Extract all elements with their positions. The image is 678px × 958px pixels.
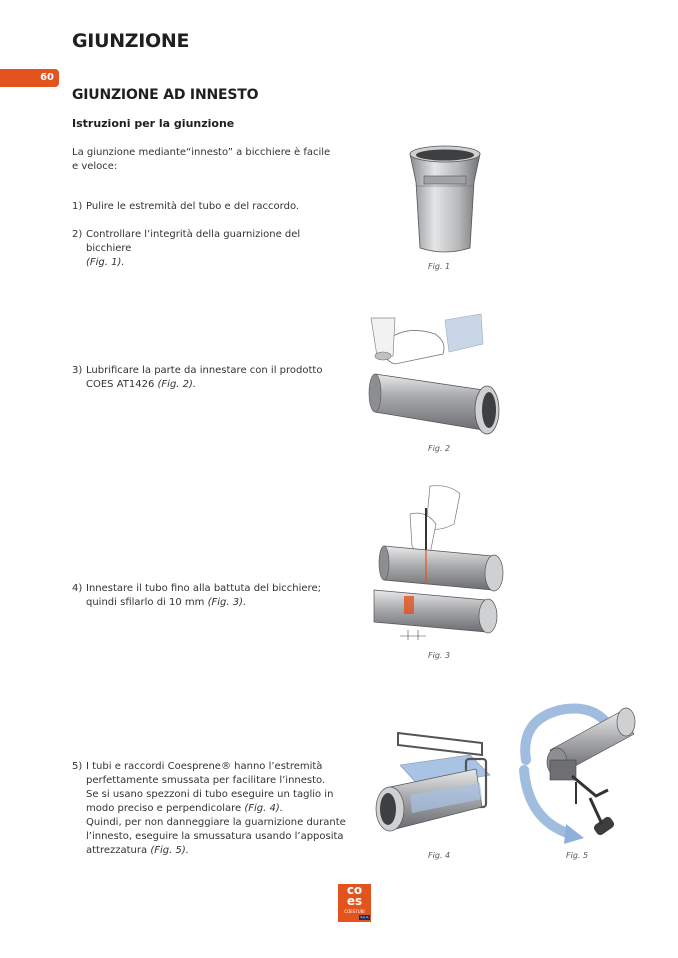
- logo-line2: es: [346, 894, 363, 908]
- step-text: Controllare l’integrità della guarnizione del bicchiere: [86, 229, 301, 254]
- step-line: perfettamente smussata per facilitare l’innesto.: [86, 775, 326, 786]
- figure-3-insertion-illustration: [370, 484, 510, 644]
- step-line: I tubi e raccordi Coesprene® hanno l’estremità: [86, 761, 323, 772]
- intro-paragraph: La giunzione mediante“innesto” a bicchiere è facile e veloce:: [72, 147, 331, 172]
- step-number: 2): [72, 229, 83, 240]
- logo-tagline: COESTUBI: [344, 909, 365, 914]
- figure-5-caption: Fig. 5: [566, 851, 589, 860]
- step-line: Quindi, per non danneggiare la guarnizione durante: [86, 817, 346, 828]
- step-line: l’innesto, eseguire la smussatura usando l’apposita: [86, 831, 344, 842]
- step-2: [72, 228, 347, 270]
- logo-line1: co: [346, 883, 363, 897]
- figure-1-caption: Fig. 1: [428, 262, 451, 271]
- figure-2-lubrication-illustration: [365, 312, 505, 437]
- step-number: 3): [72, 365, 83, 376]
- step-3: [72, 364, 347, 392]
- figure-2-caption: Fig. 2: [428, 444, 451, 453]
- step-4: [72, 582, 350, 610]
- figure-4-caption: Fig. 4: [428, 851, 451, 860]
- figure-reference: (Fig. 5).: [150, 845, 189, 856]
- figure-1-socket-illustration: [400, 140, 490, 260]
- step-text: Innestare il tubo fino alla battuta del bicchiere; quindi sfilarlo di 10 mm: [86, 583, 321, 608]
- figure-5-chamfering-illustration: [510, 700, 640, 850]
- step-line: modo preciso e perpendicolare: [86, 803, 242, 814]
- coes-logo: [338, 884, 371, 922]
- step-1: [72, 200, 352, 214]
- figure-3-caption: Fig. 3: [428, 651, 451, 660]
- figure-4-cutting-illustration: [370, 725, 500, 845]
- figure-reference: (Fig. 2).: [157, 379, 197, 390]
- step-text: Lubrificare la parte da innestare con il prodotto COES AT1426: [86, 365, 323, 390]
- step-5: [72, 760, 357, 858]
- page-title: GIUNZIONE: [72, 30, 190, 52]
- step-number: 5): [72, 761, 83, 772]
- section-subtitle: Istruzioni per la giunzione: [72, 117, 235, 130]
- logo-sub: S.p.A.: [360, 915, 369, 919]
- step-text: Pulire le estremità del tubo e del raccordo.: [86, 201, 300, 212]
- figure-reference: (Fig. 4).: [244, 803, 283, 814]
- step-number: 4): [72, 583, 83, 594]
- figure-reference: (Fig. 1).: [86, 257, 125, 268]
- section-title: GIUNZIONE AD INNESTO: [72, 87, 259, 103]
- step-line: attrezzatura: [86, 845, 148, 856]
- step-number: 1): [72, 201, 83, 212]
- figure-reference: (Fig. 3).: [207, 597, 247, 608]
- step-line: Se si usano spezzoni di tubo eseguire un taglio in: [86, 789, 334, 800]
- page-number-badge: 60: [0, 69, 59, 87]
